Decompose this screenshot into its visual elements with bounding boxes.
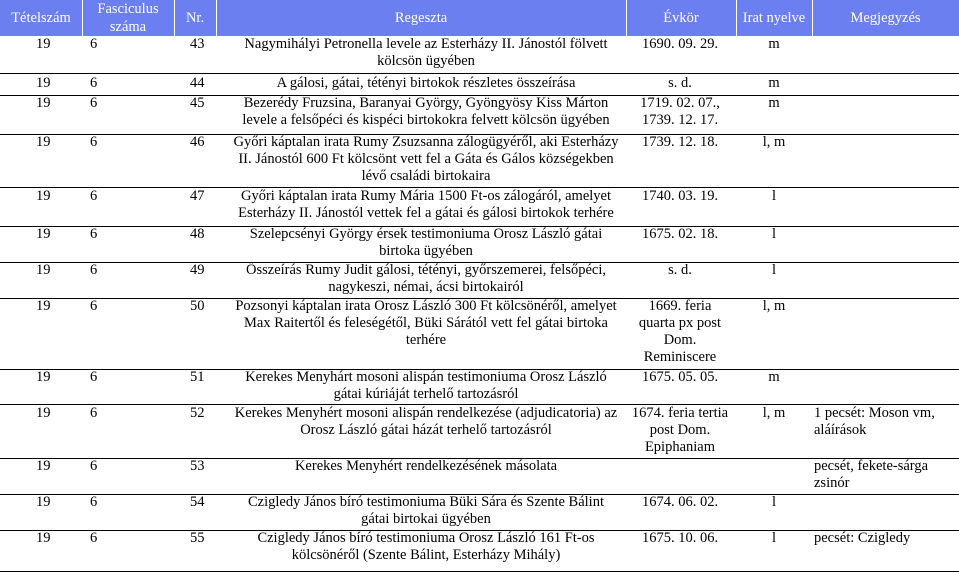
cell-nr: 46 bbox=[190, 134, 205, 150]
cell-regeszta-line: Bezerédy Fruzsina, Baranyai György, Gyöngyösy Kiss Márton bbox=[243, 95, 609, 111]
cell-regeszta-line: Max Raitertől és feleségétől, Büki Sárától vett fel gátai birtoka bbox=[243, 315, 608, 331]
cell-tetel: 19 bbox=[36, 226, 51, 242]
cell-evkor bbox=[622, 95, 738, 129]
cell-megjegyzes-line: zsinór bbox=[814, 475, 850, 491]
cell-regeszta-line: Orosz László gátai házát terhelő tartozásról bbox=[300, 422, 552, 438]
cell-nr: 49 bbox=[190, 262, 205, 278]
header-fasciculus bbox=[82, 0, 174, 36]
cell-nr: 47 bbox=[190, 188, 205, 204]
cell-nr: 48 bbox=[190, 226, 205, 242]
cell-evkor bbox=[622, 530, 738, 547]
cell-nyelv: l, m bbox=[762, 405, 786, 421]
cell-regeszta-line: levele a felsőpéci és kispéci birtokokra felvett kölcsön ügyében bbox=[242, 112, 610, 128]
header-regeszta bbox=[216, 0, 626, 36]
header-irat-nyelve-label: Irat nyelve bbox=[742, 10, 806, 26]
header-fasciculus-line1: Fasciculus bbox=[97, 1, 159, 17]
cell-regeszta-line: Győri káptalan irata Rumy Mária 1500 Ft-os zálogáról, amelyet bbox=[240, 188, 612, 204]
cell-nr: 51 bbox=[190, 369, 205, 385]
cell-fasc: 6 bbox=[90, 369, 98, 385]
cell-regeszta bbox=[218, 530, 634, 564]
cell-evkor-line: 1675. 02. 18. bbox=[641, 226, 719, 242]
cell-regeszta-line: Nagymihályi Petronella levele az Esterházy II. Jánostól fölvett bbox=[244, 36, 608, 52]
cell-fasc: 6 bbox=[90, 134, 98, 150]
cell-regeszta bbox=[218, 262, 634, 296]
header-tetelszam-label: Tételszám bbox=[11, 10, 71, 26]
cell-regeszta-line: A gálosi, gátai, tétényi birtokok részletes összeírása bbox=[276, 75, 576, 91]
cell-evkor-line: s. d. bbox=[668, 75, 692, 91]
cell-nyelv: m bbox=[768, 36, 780, 52]
header-irat-nyelve bbox=[736, 0, 812, 36]
cell-evkor bbox=[622, 298, 738, 366]
header-nr-label: Nr. bbox=[185, 10, 205, 26]
cell-regeszta bbox=[218, 458, 634, 475]
cell-regeszta bbox=[218, 369, 634, 403]
cell-fasc: 6 bbox=[90, 405, 98, 421]
cell-nr: 50 bbox=[190, 298, 205, 314]
cell-regeszta-line: Czigledy János bíró testimoniuma Orosz László 161 Ft-os bbox=[257, 530, 595, 546]
cell-regeszta bbox=[218, 226, 634, 260]
cell-nyelv: l, m bbox=[762, 298, 786, 314]
cell-megjegyzes bbox=[814, 405, 959, 439]
cell-evkor bbox=[622, 262, 738, 279]
cell-regeszta-line: kölcsönéről (Szente Bálint, Esterházy Mihály) bbox=[291, 547, 561, 563]
header-fasciculus-line2: száma bbox=[109, 19, 147, 35]
cell-regeszta-line: birtoka ügyében bbox=[379, 243, 473, 259]
cell-tetel: 19 bbox=[36, 530, 51, 546]
cell-regeszta-line: terhére bbox=[405, 332, 447, 348]
header-divider bbox=[736, 0, 737, 36]
cell-tetel: 19 bbox=[36, 458, 51, 474]
cell-evkor-line: 1690. 09. 29. bbox=[641, 36, 719, 52]
cell-evkor-line: 1669. feria bbox=[648, 298, 712, 314]
cell-evkor-line: s. d. bbox=[668, 262, 692, 278]
cell-fasc: 6 bbox=[90, 188, 98, 204]
cell-nr: 43 bbox=[190, 36, 205, 52]
cell-nyelv: l bbox=[771, 530, 777, 546]
cell-evkor bbox=[622, 36, 738, 53]
cell-regeszta-line: kölcsön ügyében bbox=[377, 53, 475, 69]
cell-tetel: 19 bbox=[36, 134, 51, 150]
cell-fasc: 6 bbox=[90, 262, 98, 278]
cell-nyelv: l bbox=[771, 188, 777, 204]
cell-megjegyzes bbox=[814, 530, 959, 547]
cell-regeszta-line: Kerekes Menyhárt mosoni alispán testimoniuma Orosz László bbox=[245, 369, 607, 385]
cell-regeszta bbox=[218, 95, 634, 129]
header-divider bbox=[216, 0, 217, 36]
cell-regeszta bbox=[218, 298, 634, 349]
cell-evkor-line: Epiphaniam bbox=[644, 439, 716, 455]
cell-regeszta-line: Szelepcsényi György érsek testimoniuma Orosz László gátai bbox=[249, 226, 603, 242]
cell-evkor bbox=[622, 75, 738, 92]
cell-fasc: 6 bbox=[90, 95, 98, 111]
header-evkor-label: Évkör bbox=[663, 10, 699, 26]
cell-regeszta-line: Kerekes Menyhért mosoni alispán rendelkezése (adjudicatoria) az bbox=[234, 405, 618, 421]
cell-regeszta bbox=[218, 75, 634, 92]
cell-tetel: 19 bbox=[36, 75, 51, 91]
cell-regeszta-line: gátai kúriáját terhelő tartozásról bbox=[333, 386, 519, 402]
header-nr bbox=[174, 0, 216, 36]
cell-nr: 55 bbox=[190, 530, 205, 546]
header-divider bbox=[174, 0, 175, 36]
cell-nyelv: m bbox=[768, 95, 780, 111]
cell-nyelv: l bbox=[771, 262, 777, 278]
cell-evkor bbox=[622, 134, 738, 151]
cell-regeszta bbox=[218, 188, 634, 222]
cell-evkor bbox=[622, 188, 738, 205]
cell-nyelv: l bbox=[771, 226, 777, 242]
header-evkor bbox=[626, 0, 736, 36]
cell-evkor-line: 1740. 03. 19. bbox=[641, 188, 719, 204]
cell-regeszta bbox=[218, 134, 634, 185]
cell-regeszta bbox=[218, 36, 634, 70]
cell-evkor bbox=[622, 226, 738, 243]
cell-tetel: 19 bbox=[36, 405, 51, 421]
cell-fasc: 6 bbox=[90, 298, 98, 314]
cell-regeszta-line: Esterházy II. Jánostól vettek fel a gátai és gálosi birtokok terhére bbox=[238, 205, 614, 221]
cell-regeszta-line: Czigledy János bíró testimoniuma Büki Sára és Szente Bálint bbox=[247, 494, 604, 510]
cell-evkor bbox=[622, 405, 738, 456]
cell-evkor bbox=[622, 369, 738, 386]
cell-nyelv: l, m bbox=[762, 134, 786, 150]
cell-evkor-line: 1739. 12. 18. bbox=[641, 134, 719, 150]
cell-nyelv: l bbox=[771, 494, 777, 510]
cell-regeszta-line: gátai birtokai ügyében bbox=[361, 511, 491, 527]
header-regeszta-label: Regeszta bbox=[394, 10, 448, 26]
cell-nyelv: m bbox=[768, 369, 780, 385]
cell-evkor-line: quarta px post bbox=[638, 315, 722, 331]
cell-fasc: 6 bbox=[90, 226, 98, 242]
header-divider bbox=[626, 0, 627, 36]
cell-tetel: 19 bbox=[36, 36, 51, 52]
header-divider bbox=[82, 0, 83, 36]
cell-megjegyzes-line: pecsét, fekete-sárga bbox=[814, 458, 929, 474]
cell-evkor-line: 1675. 10. 06. bbox=[641, 530, 719, 546]
cell-evkor-line: 1674. 06. 02. bbox=[641, 494, 719, 510]
cell-evkor-line: 1739. 12. 17. bbox=[641, 112, 719, 128]
row-divider bbox=[0, 73, 959, 74]
header-megjegyzes-label: Megjegyzés bbox=[850, 10, 921, 26]
cell-fasc: 6 bbox=[90, 530, 98, 546]
cell-fasc: 6 bbox=[90, 36, 98, 52]
cell-tetel: 19 bbox=[36, 494, 51, 510]
cell-evkor-line: 1719. 02. 07., bbox=[640, 95, 720, 111]
cell-evkor-line: Reminiscere bbox=[643, 349, 717, 365]
cell-megjegyzes-line: aláírások bbox=[814, 422, 867, 438]
cell-evkor-line: 1674. feria tertia bbox=[631, 405, 729, 421]
cell-regeszta bbox=[218, 494, 634, 528]
cell-evkor-line: Dom. bbox=[663, 332, 697, 348]
cell-regeszta bbox=[218, 405, 634, 439]
header-tetelszam bbox=[0, 0, 82, 36]
cell-regeszta-line: II. Jánostól 600 Ft kölcsönt vett fel a Gáta és Gálos községekben bbox=[238, 151, 614, 167]
cell-tetel: 19 bbox=[36, 298, 51, 314]
cell-evkor-line: post Dom. bbox=[649, 422, 711, 438]
cell-tetel: 19 bbox=[36, 188, 51, 204]
cell-fasc: 6 bbox=[90, 494, 98, 510]
cell-evkor-line: 1675. 05. 05. bbox=[641, 369, 719, 385]
cell-regeszta-line: Pozsonyi káptalan irata Orosz László 300 Ft kölcsönéről, amelyet bbox=[235, 298, 617, 314]
cell-nyelv: m bbox=[768, 75, 780, 91]
cell-tetel: 19 bbox=[36, 262, 51, 278]
cell-regeszta-line: lévő családi birtokaira bbox=[361, 168, 491, 184]
cell-regeszta-line: Győri káptalan irata Rumy Zsuzsanna zálogügyéről, aki Esterházy bbox=[233, 134, 619, 150]
cell-megjegyzes-line: 1 pecsét: Moson vm, bbox=[814, 405, 935, 421]
header-divider bbox=[812, 0, 813, 36]
cell-regeszta-line: nagykeszi, némai, ácsi birtokairól bbox=[328, 279, 524, 295]
cell-tetel: 19 bbox=[36, 95, 51, 111]
cell-tetel: 19 bbox=[36, 369, 51, 385]
cell-nr: 52 bbox=[190, 405, 205, 421]
header-megjegyzes bbox=[812, 0, 959, 36]
cell-megjegyzes-line: pecsét: Czigledy bbox=[814, 530, 911, 546]
cell-nr: 44 bbox=[190, 75, 205, 91]
cell-regeszta-line: Kerekes Menyhért rendelkezésének másolata bbox=[294, 458, 558, 474]
cell-fasc: 6 bbox=[90, 75, 98, 91]
cell-nr: 54 bbox=[190, 494, 205, 510]
cell-regeszta-line: Összeírás Rumy Judit gálosi, tétényi, győrszemerei, felsőpéci, bbox=[246, 262, 606, 278]
cell-evkor bbox=[622, 494, 738, 511]
cell-fasc: 6 bbox=[90, 458, 98, 474]
cell-nr: 45 bbox=[190, 95, 205, 111]
cell-megjegyzes bbox=[814, 458, 959, 492]
cell-nr: 53 bbox=[190, 458, 205, 474]
